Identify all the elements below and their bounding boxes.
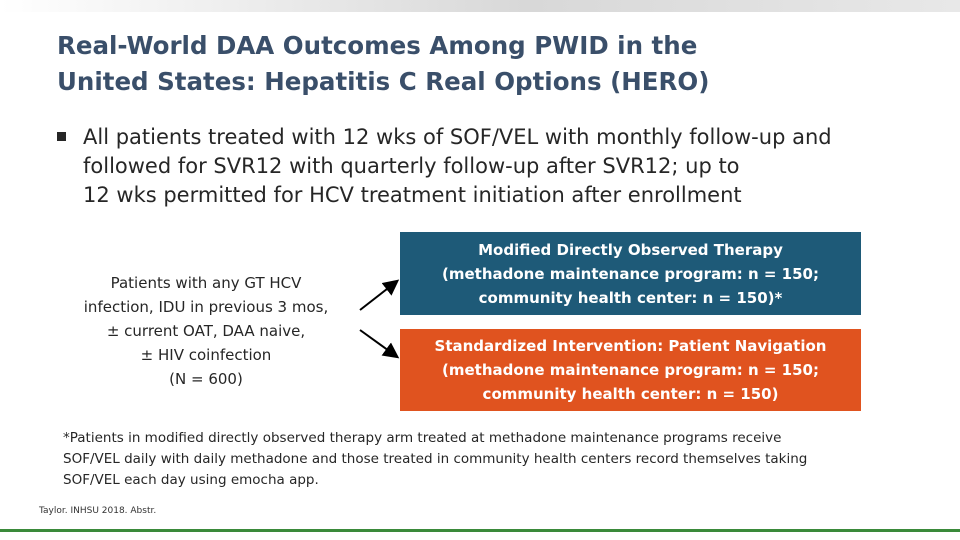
criteria-line: ± current OAT, DAA naive, [106,322,306,340]
top-gradient-bar [0,0,960,12]
footnote-line: SOF/VEL each day using emocha app. [63,472,319,488]
arm-directly-observed-therapy [400,232,861,315]
criteria-line: (N = 600) [169,370,243,388]
citation: Taylor. INHSU 2018. Abstr. [39,506,157,516]
title-line: Real-World DAA Outcomes Among PWID in the [57,31,698,60]
footnote [63,428,923,491]
arm2-line: community health center: n = 150) [482,385,779,403]
patient-criteria [56,271,356,391]
criteria-line: infection, IDU in previous 3 mos, [83,298,329,316]
bullet-text [83,123,937,210]
square-bullet-icon [57,132,66,141]
criteria-line: Patients with any GT HCV [110,274,302,292]
arm-patient-navigation [400,329,861,411]
arm1-line: (methadone maintenance program: n = 150; [442,264,819,283]
criteria-line: ± HIV coinfection [140,346,272,364]
arm1-line: community health center: n = 150)* [478,288,783,307]
bullet-line: followed for SVR12 with quarterly follow-up after SVR12; up to [83,154,740,178]
arm2-line: (methadone maintenance program: n = 150; [442,361,819,379]
title-line: United States: Hepatitis C Real Options (HERO) [57,67,710,96]
footnote-line: SOF/VEL daily with daily methadone and those treated in community health centers record themselves taking [63,451,808,467]
bottom-rule [0,529,960,532]
arm1-line: Modified Directly Observed Therapy [478,240,783,259]
bullet-point [57,123,937,210]
bullet-line: All patients treated with 12 wks of SOF/VEL with monthly follow-up and [83,125,832,149]
bullet-line: 12 wks permitted for HCV treatment initiation after enrollment [83,183,742,207]
arrow-up-icon [360,282,396,310]
arrow-down-icon [360,330,396,356]
arm2-line: Standardized Intervention: Patient Navigation [434,337,827,355]
footnote-line: *Patients in modified directly observed therapy arm treated at methadone maintenance programs receive [63,430,782,446]
slide-title [57,28,917,100]
